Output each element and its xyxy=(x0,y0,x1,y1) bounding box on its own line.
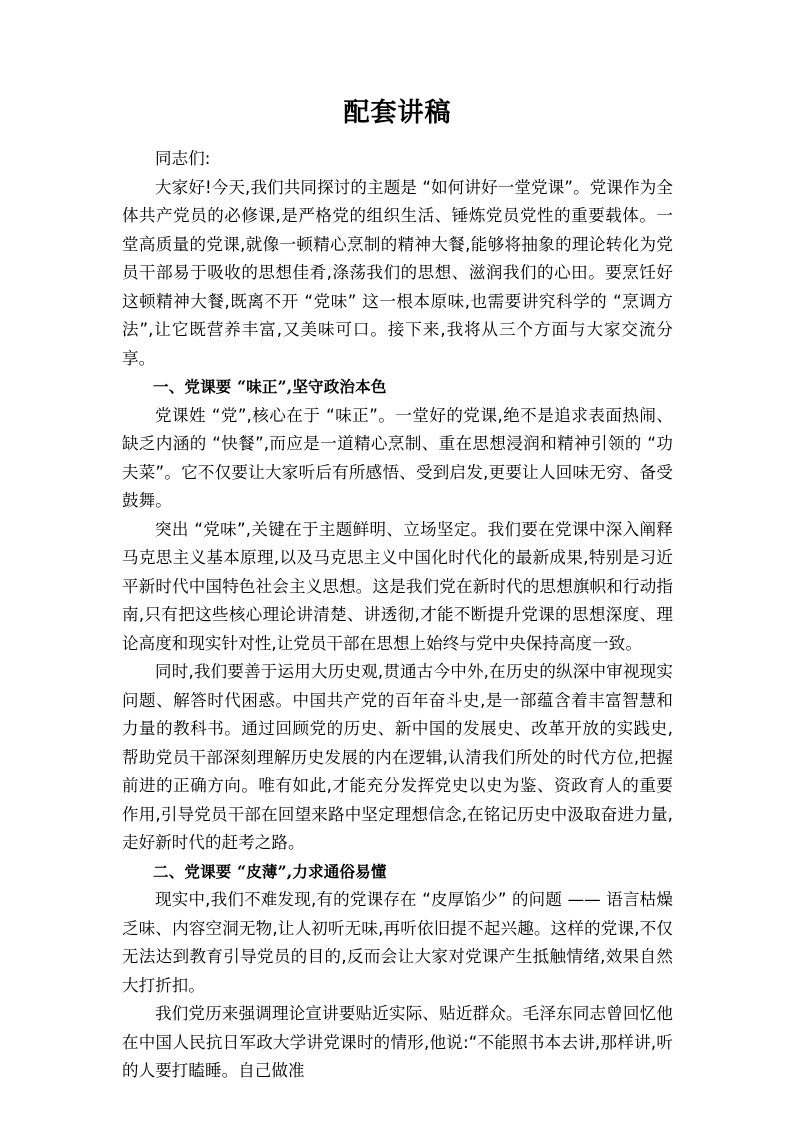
section-heading: 一、党课要 “味正”,坚守政治本色 xyxy=(153,377,387,396)
body-paragraph: 突出 “党味”,关键在于主题鲜明、立场坚定。我们要在党课中深入阐释马克思主义基本原理,以及马克思主义中国化时代化的最新成果,特别是习近平新时代中国特色社会主义思想。这是我们党在新时代的思想旗帜和行动指南,只有把这些核心理论讲清楚、讲透彻,才能不断提升党课的思想深度、理论高度和现实针对性,让党员干部在思想上始终与党中央保持高度一致。 xyxy=(122,519,673,653)
body-paragraph: 同时,我们要善于运用大历史观,贯通古今中外,在历史的纵深中审视现实问题、解答时代困惑。中国共产党的百年奋斗史,是一部蕴含着丰富智慧和力量的教科书。通过回顾党的历史、新中国的发展史、改革开放的实践史,帮助党员干部深刻理解历史发展的内在逻辑,认清我们所处的时代方位,把握前进的正确方向。唯有如此,才能充分发挥党史以史为鉴、资政育人的重要作用,引导党员干部在回望来路中坚定理想信念,在铭记历史中汲取奋进力量,走好新时代的赶考之路。 xyxy=(122,662,673,852)
body-paragraph: 我们党历来强调理论宣讲要贴近实际、贴近群众。毛泽东同志曾回忆他在中国人民抗日军政大学讲党课时的情形,他说:“不能照书本去讲,那样讲,听的人要打瞌睡。自己做准 xyxy=(122,1004,673,1080)
body-paragraph: 大家好!今天,我们共同探讨的主题是 “如何讲好一堂党课”。党课作为全体共产党员的必修课,是严格党的组织生活、锤炼党员党性的重要载体。一堂高质量的党课,就像一顿精心烹制的精神大餐,能够将抽象的理论转化为党员干部易于吸收的思想佳肴,涤荡我们的思想、滋润我们的心田。要烹饪好这顿精神大餐,既离不开 “党味” 这一根本原味,也需要讲究科学的 “烹调方法”,让它既营养丰富,又美味可口。接下来,我将从三个方面与大家交流分享。 xyxy=(122,177,673,368)
body-paragraph: 现实中,我们不难发现,有的党课存在 “皮厚馅少” 的问题 —— 语言枯燥乏味、内容空洞无物,让人初听无味,再听依旧提不起兴趣。这样的党课,不仅无法达到教育引导党员的目的,反而会让大家对党课产生抵触情绪,效果自然大打折扣。 xyxy=(122,890,673,995)
body-paragraph: 党课姓 “党”,核心在于 “味正”。一堂好的党课,绝不是追求表面热闹、缺乏内涵的 “快餐”,而应是一道精心烹制、重在思想浸润和精神引领的 “功夫菜”。它不仅要让大家听后有所感悟、受到启发,更要让人回味无穷、备受鼓舞。 xyxy=(122,405,673,510)
salutation-line: 同志们: xyxy=(155,149,211,168)
document-body xyxy=(122,0,673,1086)
document-blocks xyxy=(122,174,673,1086)
section-heading: 二、党课要 “皮薄”,力求通俗易懂 xyxy=(153,861,387,881)
page-title: 配套讲稿 xyxy=(343,98,452,128)
